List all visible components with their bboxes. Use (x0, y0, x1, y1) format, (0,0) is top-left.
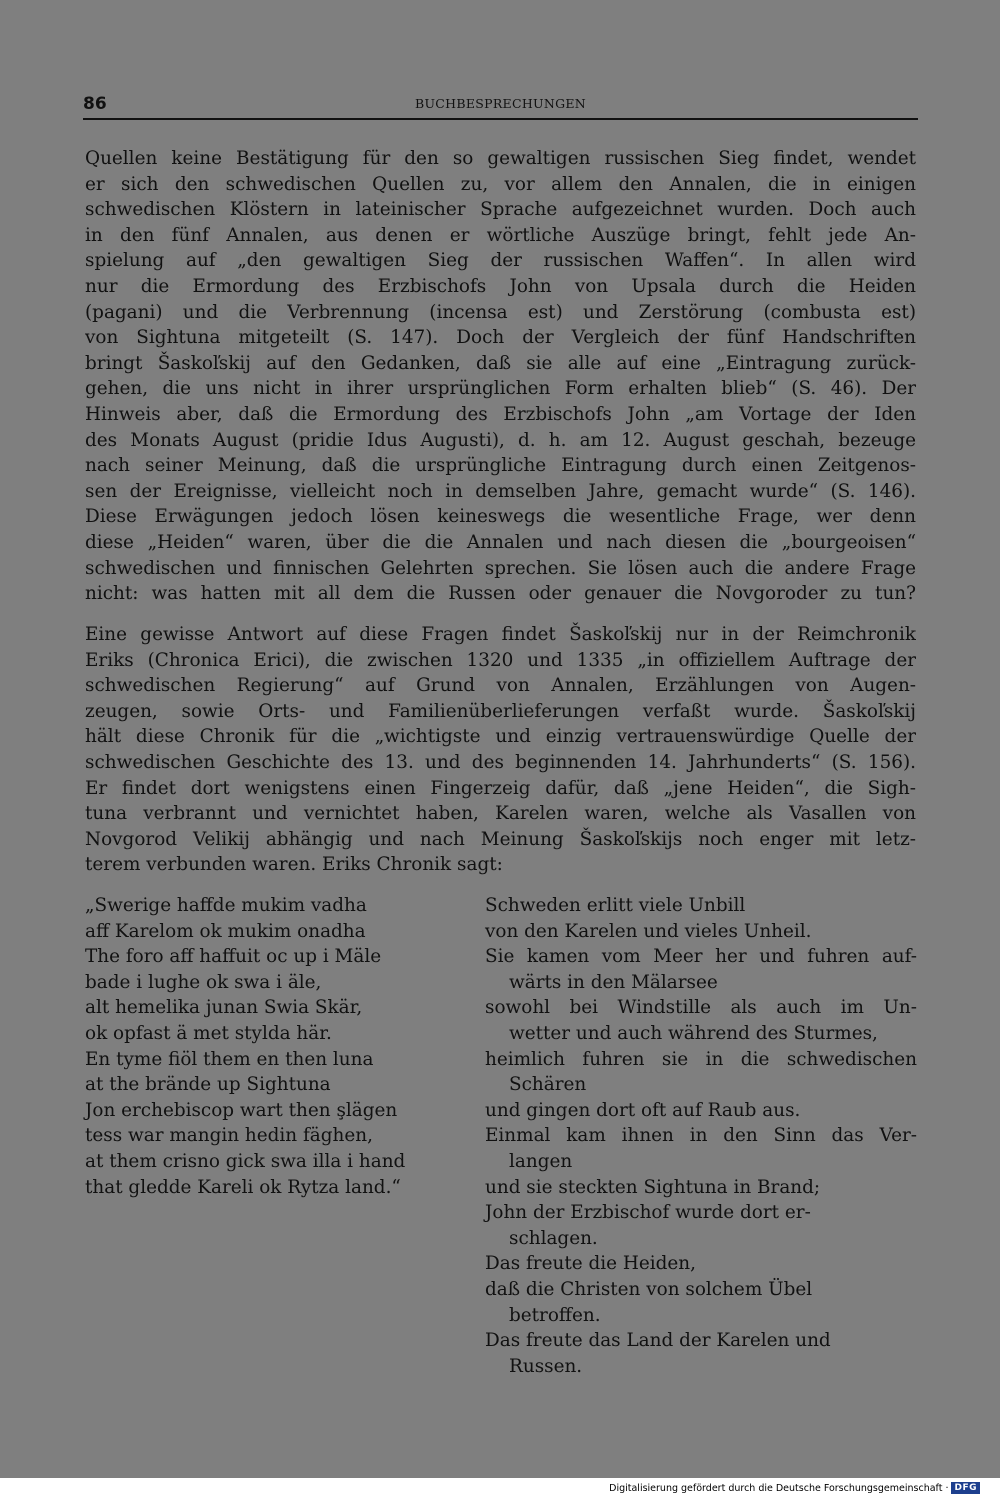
text-line: hält diese Chronik für die „wichtigste und einzig vertrauenswürdige Quelle der (85, 726, 916, 748)
text-line: schwedischen Geschichte des 13. und des beginnenden 14. Jahrhunderts“ (S. 156). (85, 751, 916, 773)
text-line: schwedischen und finnischen Gelehrten sprechen. Sie lösen auch die andere Frage (85, 557, 916, 579)
verse-line: that gledde Kareli ok Rytza land.“ (85, 1176, 401, 1198)
verse-line: En tyme fiöl them en then luna (85, 1048, 374, 1070)
verse-line: bade i lughe ok swa i äle, (85, 971, 322, 993)
verse-line: daß die Christen von solchem Übel (485, 1278, 813, 1300)
text-line: Eine gewisse Antwort auf diese Fragen findet Šaskoľskij nur in der Reimchronik (85, 624, 916, 645)
text-line: gehen, die uns nicht in ihrer ursprünglichen Form erhalten blieb“ (S. 46). Der (85, 378, 916, 400)
text-line: nur die Ermordung des Erzbischofs John von Upsala durch die Heiden (85, 275, 916, 297)
verse-line: Das freute die Heiden, (485, 1253, 696, 1275)
text-line: Eriks (Chronica Erici), die zwischen 1320 und 1335 „in offiziellem Auftrage der (85, 649, 916, 671)
text-line: in den fünf Annalen, aus denen er wörtliche Auszüge bringt, fehlt jede An- (85, 224, 916, 246)
text-line: Novgorod Velikij abhängig und nach Meinung Šaskoľskijs noch enger mit letz- (85, 828, 916, 850)
verse-line: Einmal kam ihnen in den Sinn das Ver- (485, 1125, 917, 1147)
verse-line: wetter und auch während des Sturmes, (509, 1022, 878, 1044)
dfg-logo: DFG (951, 1482, 980, 1494)
verse-line: wärts in den Mälarsee (509, 971, 718, 993)
poem-translation-column (485, 893, 917, 1379)
text-line: sen der Ereignisse, vielleicht noch in demselben Jahre, gemacht wurde“ (S. 146). (85, 480, 916, 502)
verse-line: tess war mangin hedin fäghen, (85, 1125, 373, 1147)
text-line: er sich den schwedischen Quellen zu, vor allem den Annalen, die in einigen (85, 173, 916, 195)
verse-line: Sie kamen vom Meer her und fuhren auf- (485, 946, 917, 968)
verse-line: Schären (509, 1074, 587, 1096)
verse-line: und sie steckten Sightuna in Brand; (485, 1176, 821, 1198)
text-line: Er findet dort wenigstens einen Fingerzeig dafür, daß „jene Heiden“, die Sigh- (85, 777, 916, 799)
text-line: Hinweis aber, daß die Ermordung des Erzbischofs John „am Vortage der Iden (85, 403, 916, 425)
verse-line: schlagen. (509, 1227, 598, 1249)
text-line: schwedischen Klöstern in lateinischer Sprache aufgezeichnet wurden. Doch auch (85, 199, 916, 221)
verse-line: aff Karelom ok mukim onadha (85, 920, 366, 942)
verse-line: ok opfast ä met stylda här. (85, 1022, 332, 1044)
verse-line: alt hemelika junan Swia Skär, (85, 997, 363, 1019)
verse-line: Russen. (509, 1355, 583, 1377)
verse-line: Schweden erlitt viele Unbill (485, 895, 746, 916)
verse-line: at the brände up Sightuna (85, 1074, 331, 1096)
verse-line: The foro aff haffuit oc up i Mäle (85, 946, 382, 968)
paragraph-2 (85, 622, 916, 878)
page-number: 86 (83, 94, 107, 114)
verse-line: Jon erchebiscop wart then şlägen (85, 1099, 398, 1121)
text-line: tuna verbrannt und vernichtet haben, Karelen waren, welche als Vasallen von (85, 803, 916, 825)
verse-line: John der Erzbischof wurde dort er- (485, 1202, 811, 1224)
page-header (83, 92, 918, 120)
paragraph-1 (85, 146, 916, 607)
text-line: schwedischen Regierung“ auf Grund von Annalen, Erzählungen von Augen- (85, 675, 916, 697)
verse-line: „Swerige haffde mukim vadha (85, 895, 367, 916)
text-line: bringt Šaskoľskij auf den Gedanken, daß sie alle auf eine „Eintragung zurück- (85, 352, 916, 374)
verse-line: at them crisno gick swa illa i hand (85, 1150, 406, 1172)
running-head: BUCHBESPRECHUNGEN (414, 96, 587, 111)
text-line: von Sightuna mitgeteilt (S. 147). Doch der Vergleich der fünf Handschriften (85, 327, 916, 349)
digitization-footer (609, 1481, 980, 1495)
text-line: terem verbunden waren. Eriks Chronik sagt: (85, 854, 503, 876)
text-line: diese „Heiden“ waren, über die die Annalen und nach diesen die „bourgeoisen“ (85, 531, 916, 553)
text-line: Diese Erwägungen jedoch lösen keineswegs die wesentliche Frage, wer denn (85, 506, 916, 528)
text-line: Quellen keine Bestätigung für den so gewaltigen russischen Sieg findet, wendet (85, 148, 916, 169)
text-line: zeugen, sowie Orts- und Familienüberlieferungen verfaßt wurde. Šaskoľskij (85, 700, 916, 722)
text-line: (pagani) und die Verbrennung (incensa est) und Zerstörung (combusta est) (85, 301, 916, 323)
verse-line: sowohl bei Windstille als auch im Un- (485, 997, 917, 1019)
verse-line: von den Karelen und vieles Unheil. (485, 920, 812, 942)
verse-line: langen (509, 1150, 573, 1172)
text-line: nach seiner Meinung, daß die ursprüngliche Eintragung durch einen Zeitgenos- (85, 455, 916, 477)
footer-credit: Digitalisierung gefördert durch die Deutsche Forschungsgemeinschaft · (609, 1482, 949, 1494)
verse-line: Das freute das Land der Karelen und (485, 1330, 831, 1352)
text-line: des Monats August (pridie Idus Augusti), d. h. am 12. August geschah, bezeuge (85, 429, 916, 451)
poem-original-column (85, 893, 465, 1200)
verse-line: heimlich fuhren sie in die schwedischen (485, 1048, 917, 1070)
verse-line: und gingen dort oft auf Raub aus. (485, 1099, 801, 1121)
verse-line: betroffen. (509, 1304, 601, 1326)
text-line: spielung auf „den gewaltigen Sieg der russischen Waffen“. In allen wird (85, 250, 916, 272)
text-line: nicht: was hatten mit all dem die Russen oder genauer die Novgoroder zu tun? (85, 583, 916, 605)
